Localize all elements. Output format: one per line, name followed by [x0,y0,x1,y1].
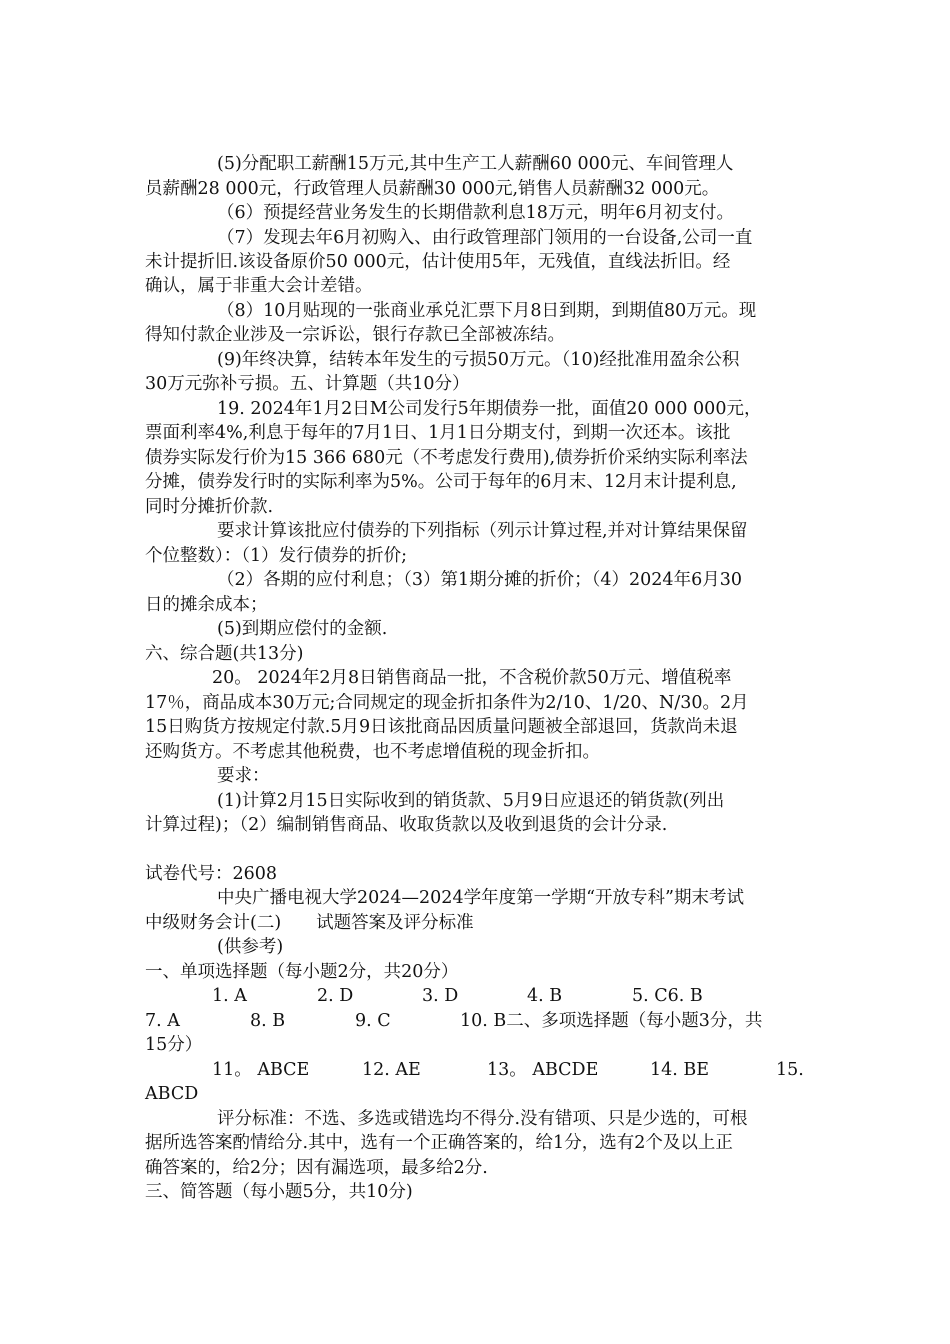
text-line: (1)计算2月15日实际收到的销货款、5月9日应退还的销货款(列出 [217,791,725,811]
text-line: (5)到期应偿付的金额. [217,619,388,639]
answer-item: 12. AE [362,1060,421,1080]
text-line: 计算过程)；（2）编制销售商品、收取货款以及收到退货的会计分录. [145,815,668,835]
answer-item: 14. BE [650,1060,710,1080]
answer-item: 3. D [422,986,459,1006]
answer-item: 4. B [527,986,563,1006]
reference-note: (供参考) [217,937,284,957]
section-heading: 三、简答题（每小题5分，共10分) [145,1182,413,1202]
answer-item: 7. A [145,1011,180,1031]
text-line: 得知付款企业涉及一宗诉讼，银行存款已全部被冻结。 [145,325,565,345]
text-line: 15分） [145,1035,203,1055]
text-line: 确答案的，给2分；因有漏选项，最多给2分. [145,1158,488,1178]
text-line: 票面利率4%,利息于每年的7月1日、1月1日分期支付，到期一次还本。该批 [145,423,731,443]
exam-code: 试卷代号：2608 [145,864,278,884]
section-heading: 一、单项选择题（每小题2分，共20分） [145,962,459,982]
text-line: （7）发现去年6月初购入、由行政管理部门领用的一台设备,公司一直 [217,228,753,248]
text-line: ABCD [145,1084,199,1104]
answer-item: 9. C [355,1011,391,1031]
exam-title: 中央广播电视大学2024—2024学年度第一学期“开放专科”期末考试 [217,888,744,908]
text-line: 要求： [217,766,270,786]
text-line: 债券实际发行价为15 366 680元（不考虑发行费用),债券折价采纳实际利率法 [145,448,748,468]
answer-item: 8. B [250,1011,286,1031]
text-line: 同时分摊折价款. [145,497,274,517]
text-line: (5)分配职工薪酬15万元,其中生产工人薪酬60 000元、车间管理人 [217,154,734,174]
answer-item: 5. C6. B [632,986,703,1006]
answer-item: 2. D [317,986,354,1006]
text-line: (9)年终决算，结转本年发生的亏损50万元。（10)经批准用盈余公积 [217,350,740,370]
text-line: 个位整数）：（1）发行债券的折价; [145,546,408,566]
answer-row [145,1009,805,1033]
text-line: 要求计算该批应付债券的下列指标（列示计算过程,并对计算结果保留 [217,521,748,541]
answer-item: 1. A [212,986,247,1006]
text-line: 30万元弥补亏损。五、计算题（共10分） [145,374,470,394]
exam-subtitle: 中级财务会计(二) 试题答案及评分标准 [145,913,474,933]
question-19-text: 19. 2024年1月2日M公司发行5年期债券一批，面值20 000 000元， [217,399,762,419]
question-20-text: 20。 2024年2月8日销售商品一批，不含税价款50万元、增值税率 [212,668,732,688]
answer-row [145,1058,805,1082]
text-line: 15日购货方按规定付款.5月9日该批商品因质量问题被全部退回，货款尚未退 [145,717,738,737]
text-line: 分摊，债券发行时的实际利率为5%。公司于每年的6月末、12月末计提利息, [145,472,737,492]
answer-row [145,984,805,1008]
grading-criteria: 评分标准：不选、多选或错选均不得分.没有错项、只是少选的，可根 [217,1109,748,1129]
answer-item: 10. B二、多项选择题（每小题3分，共 [460,1011,763,1031]
text-line: 日的摊余成本； [145,595,268,615]
answer-item: 11。 ABCE [212,1060,310,1080]
text-line: 还购货方。不考虑其他税费，也不考虑增值税的现金折扣。 [145,742,600,762]
text-line: 确认，属于非重大会计差错。 [145,276,373,296]
text-line: 未计提折旧.该设备原价50 000元，估计使用5年，无残值，直线法折旧。经 [145,252,731,272]
text-line: 据所选答案酌情给分.其中，选有一个正确答案的，给1分，选有2个及以上正 [145,1133,733,1153]
text-line: （8）10月贴现的一张商业承兑汇票下月8日到期，到期值80万元。现 [217,301,757,321]
text-line: 17％，商品成本30万元;合同规定的现金折扣条件为2/10、1/20、N/30。2月 [145,693,749,713]
text-line: （2）各期的应付利息；（3）第1期分摊的折价；（4）2024年6月30 [217,570,742,590]
section-heading: 六、综合题(共13分) [145,644,304,664]
answer-item: 13。 ABCDE [487,1060,599,1080]
text-line: 员薪酬28 000元，行政管理人员薪酬30 000元,销售人员薪酬32 000元。 [145,179,720,199]
text-line: （6）预提经营业务发生的长期借款利息18万元，明年6月初支付。 [217,203,735,223]
answer-item: 15. [776,1060,804,1080]
